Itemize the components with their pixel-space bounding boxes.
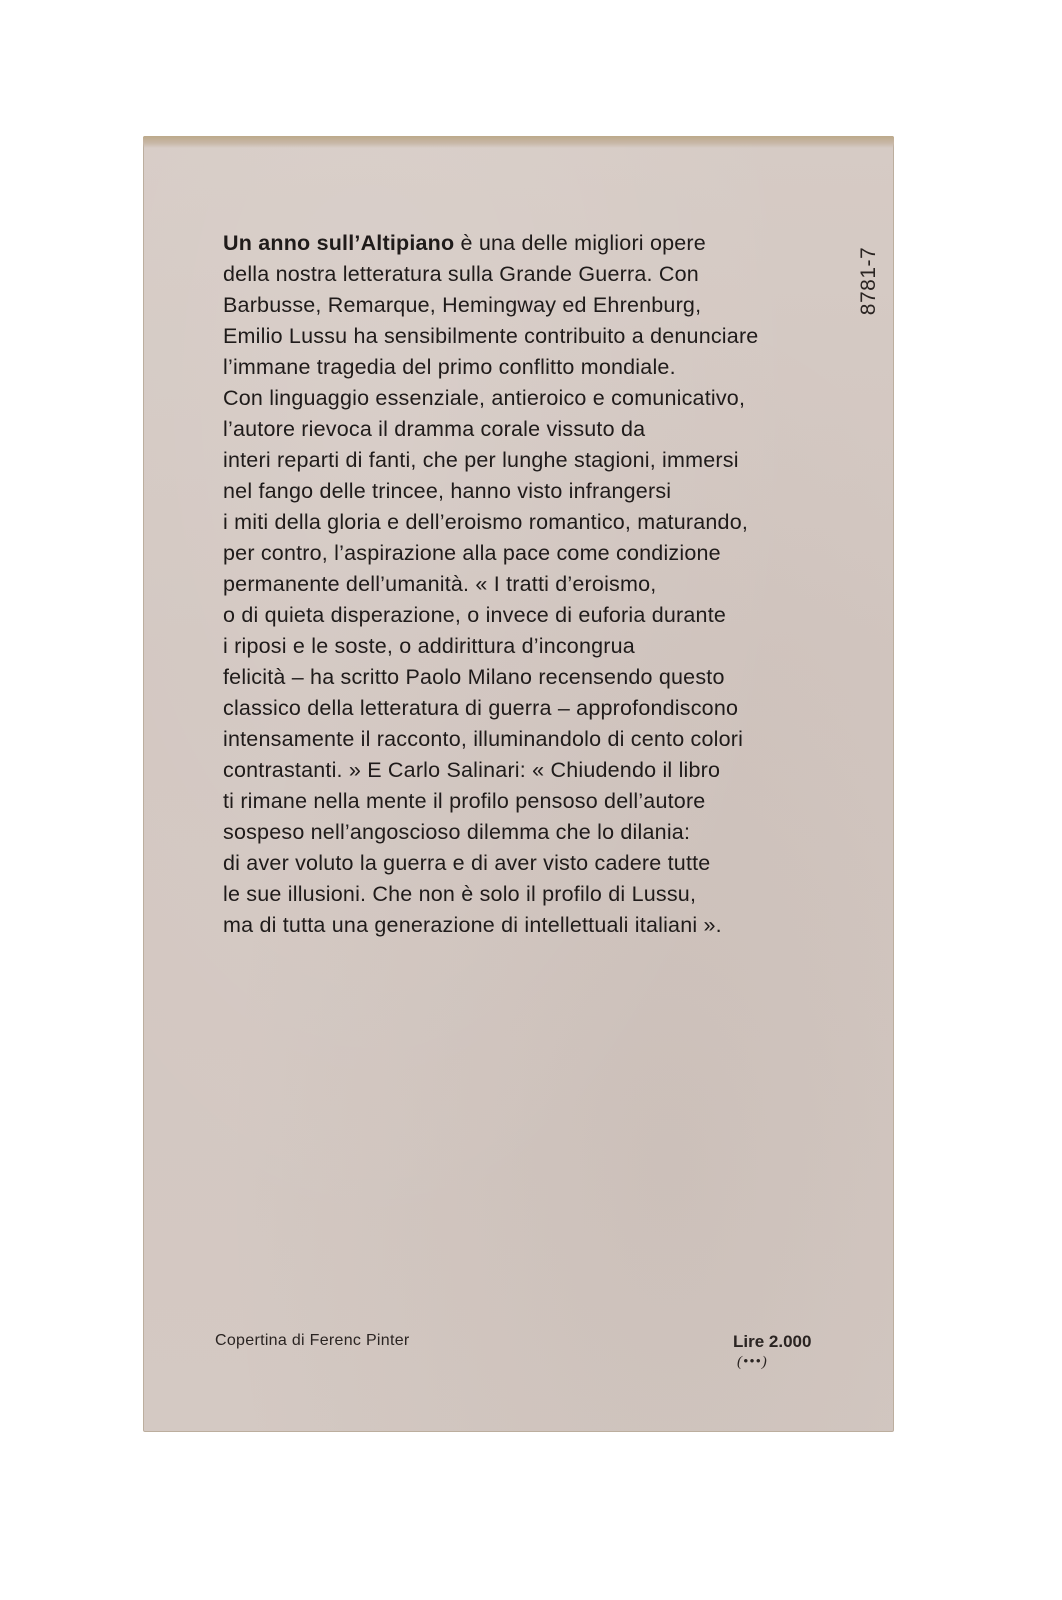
blurb-line: ma di tutta una generazione di intellettuali italiani ». — [223, 913, 722, 937]
blurb-line: felicità – ha scritto Paolo Milano recensendo questo — [223, 665, 725, 689]
blurb-line: della nostra letteratura sulla Grande Guerra. Con — [223, 262, 699, 286]
blurb-line: interi reparti di fanti, che per lunghe stagioni, immersi — [223, 448, 739, 472]
price-code: (•••) — [737, 1354, 768, 1370]
blurb-line: Emilio Lussu ha sensibilmente contribuito a denunciare — [223, 324, 759, 348]
blurb-line: sospeso nell’angoscioso dilemma che lo dilania: — [223, 820, 691, 844]
blurb-line: contrastanti. » E Carlo Salinari: « Chiudendo il libro — [223, 758, 721, 782]
book-title: Un anno sull’Altipiano — [223, 231, 455, 255]
blurb-line: classico della letteratura di guerra – approfondiscono — [223, 696, 739, 720]
blurb-line: nel fango delle trincee, hanno visto infrangersi — [223, 479, 672, 503]
blurb-line: le sue illusioni. Che non è solo il profilo di Lussu, — [223, 882, 697, 906]
blurb-line: intensamente il racconto, illuminandolo di cento colori — [223, 727, 744, 751]
catalog-code — [849, 226, 889, 336]
blurb-line: i miti della gloria e dell’eroismo romantico, maturando, — [223, 510, 749, 534]
blurb-line — [223, 228, 873, 259]
blurb-line: Con linguaggio essenziale, antieroico e comunicativo, — [223, 386, 746, 410]
blurb-line-1-rest: è una delle migliori opere — [454, 231, 706, 255]
blurb-line: di aver voluto la guerra e di aver visto cadere tutte — [223, 851, 711, 875]
blurb-line: permanente dell’umanità. « I tratti d’eroismo, — [223, 572, 657, 596]
blurb-line: per contro, l’aspirazione alla pace come condizione — [223, 541, 721, 565]
blurb-line: Barbusse, Remarque, Hemingway ed Ehrenburg, — [223, 293, 702, 317]
blurb-line: ti rimane nella mente il profilo pensoso dell’autore — [223, 789, 706, 813]
book-back-cover — [143, 136, 894, 1432]
blurb-line: l’autore rievoca il dramma corale vissuto da — [223, 417, 646, 441]
blurb-line: i riposi e le soste, o addirittura d’incongrua — [223, 634, 635, 658]
price: Lire 2.000 — [733, 1332, 812, 1351]
blurb-line: l’immane tragedia del primo conflitto mondiale. — [223, 355, 676, 379]
book-top-edge — [143, 136, 894, 148]
catalog-code-text: 8781-7 — [857, 246, 880, 316]
cover-credit: Copertina di Ferenc Pinter — [215, 1332, 410, 1349]
blurb-line: o di quieta disperazione, o invece di euforia durante — [223, 603, 727, 627]
blurb-text — [223, 228, 873, 941]
